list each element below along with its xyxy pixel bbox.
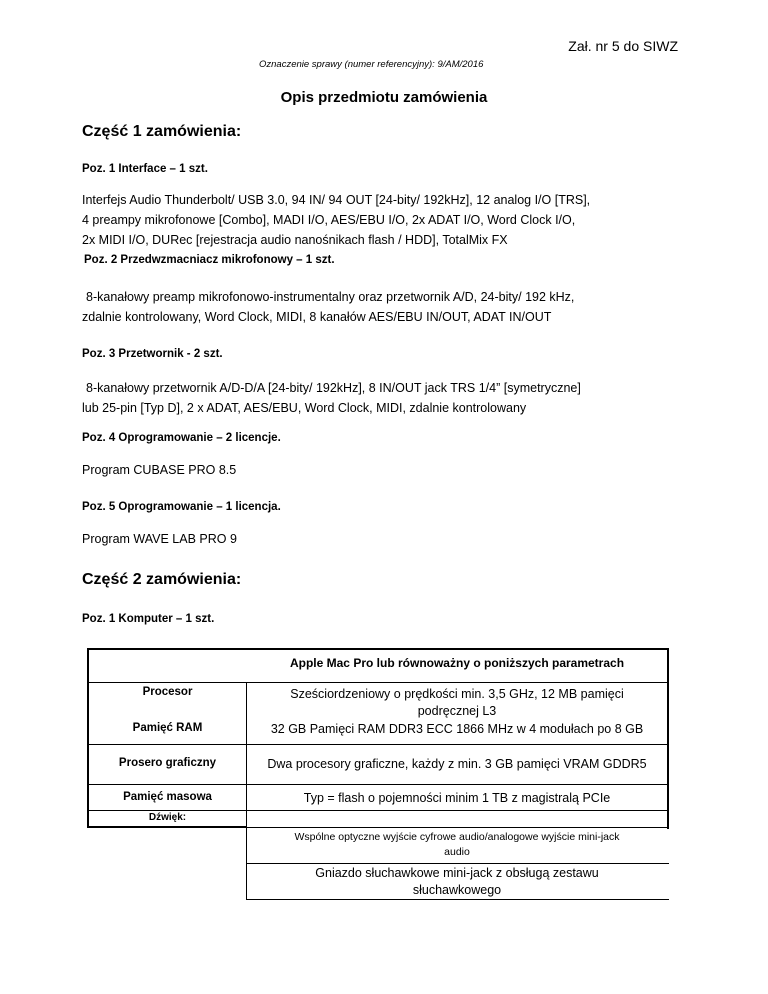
storage-value: Typ = flash o pojemności minim 1 TB z magistralą PCIe: [303, 791, 611, 805]
sound-value-1-line-2: audio: [444, 846, 470, 858]
table-row-divider: [246, 827, 669, 828]
item-2-line-2: zdalnie kontrolowany, Word Clock, MIDI, 8 kanałów AES/EBU IN/OUT, ADAT IN/OUT: [82, 310, 552, 324]
sound-value-2-line-1: Gniazdo słuchawkowe mini-jack z obsługą zestawu: [315, 866, 599, 880]
item-5-line-1: Program WAVE LAB PRO 9: [82, 532, 237, 546]
gpu-value: Dwa procesory graficzne, każdy z min. 3 GB pamięci VRAM GDDR5: [267, 757, 647, 771]
table-border-bottom-right: [246, 899, 669, 900]
item-5-heading: Poz. 5 Oprogramowanie – 1 licencja.: [82, 501, 281, 513]
item-3-description: [82, 378, 682, 418]
part-2-item-heading: Poz. 1 Komputer – 1 szt.: [82, 613, 215, 625]
item-4-line-1: Program CUBASE PRO 8.5: [82, 463, 237, 477]
item-1-line-2: 4 preampy mikrofonowe [Combo], MADI I/O, AES/EBU I/O, 2x ADAT I/O, Word Clock I/O,: [82, 213, 576, 227]
item-2-description: [82, 287, 682, 327]
table-row-divider: [87, 682, 669, 683]
annex-label: Zał. nr 5 do SIWZ: [568, 38, 678, 54]
table-row-divider: [246, 863, 669, 864]
table-row-divider: [87, 784, 669, 785]
table-border-bottom-left: [87, 826, 247, 828]
sound-value-2-line-2: słuchawkowego: [412, 883, 502, 897]
item-5-description: [82, 529, 682, 549]
table-border-top: [87, 648, 669, 650]
part-1-title: Część 1 zamówienia:: [82, 123, 242, 140]
item-2-heading: Poz. 2 Przedwzmacniacz mikrofonowy – 1 szt.: [84, 254, 335, 266]
sound-label: Dźwięk:: [148, 812, 187, 823]
item-1-description: [82, 190, 682, 250]
table-row-divider: [87, 744, 669, 745]
table-row-divider: [87, 810, 669, 811]
item-3-line-2: lub 25-pin [Typ D], 2 x ADAT, AES/EBU, Word Clock, MIDI, zdalnie kontrolowany: [82, 401, 527, 415]
item-4-heading: Poz. 4 Oprogramowanie – 2 licencje.: [82, 432, 281, 444]
item-1-line-1: Interfejs Audio Thunderbolt/ USB 3.0, 94 IN/ 94 OUT [24-bity/ 192kHz], 12 analog I/O [TRS],: [82, 193, 591, 207]
sound-value-1: [247, 830, 667, 860]
item-4-description: [82, 460, 682, 480]
document-title: Opis przedmiotu zamówienia: [280, 89, 488, 106]
storage-label: Pamięć masowa: [123, 791, 212, 803]
table-border-right: [667, 648, 669, 829]
sound-value-2: [247, 865, 667, 899]
sound-value-1-line-1: Wspólne optyczne wyjście cyfrowe audio/analogowe wyjście mini-jack: [294, 831, 620, 843]
processor-value-line-2: podręcznej L3: [417, 704, 497, 718]
item-3-line-1: 8-kanałowy przetwornik A/D-D/A [24-bity/ 192kHz], 8 IN/OUT jack TRS 1/4” [symetryczne]: [86, 381, 581, 395]
ram-label: Pamięć RAM: [132, 722, 203, 734]
ram-value: 32 GB Pamięci RAM DDR3 ECC 1866 MHz w 4 modułach po 8 GB: [270, 722, 644, 736]
item-3-heading: Poz. 3 Przetwornik - 2 szt.: [82, 348, 223, 360]
part-2-title: Część 2 zamówienia:: [82, 571, 242, 588]
item-2-line-1: 8-kanałowy preamp mikrofonowo-instrumentalny oraz przetwornik A/D, 24-bity/ 192 kHz,: [86, 290, 575, 304]
gpu-label: Prosero graficzny: [118, 757, 217, 769]
processor-value-line-1: Sześciordzeniowy o prędkości min. 3,5 GHz, 12 MB pamięci: [290, 687, 624, 701]
table-header: Apple Mac Pro lub równoważny o poniższych parametrach: [289, 656, 625, 670]
item-1-heading: Poz. 1 Interface – 1 szt.: [82, 163, 208, 175]
reference-number: Oznaczenie sprawy (numer referencyjny): 9/AM/2016: [259, 59, 484, 70]
processor-label: Procesor: [142, 686, 193, 698]
item-1-line-3: 2x MIDI I/O, DURec [rejestracja audio nanośnikach flash / HDD], TotalMix FX: [82, 233, 508, 247]
processor-value: [247, 686, 667, 720]
